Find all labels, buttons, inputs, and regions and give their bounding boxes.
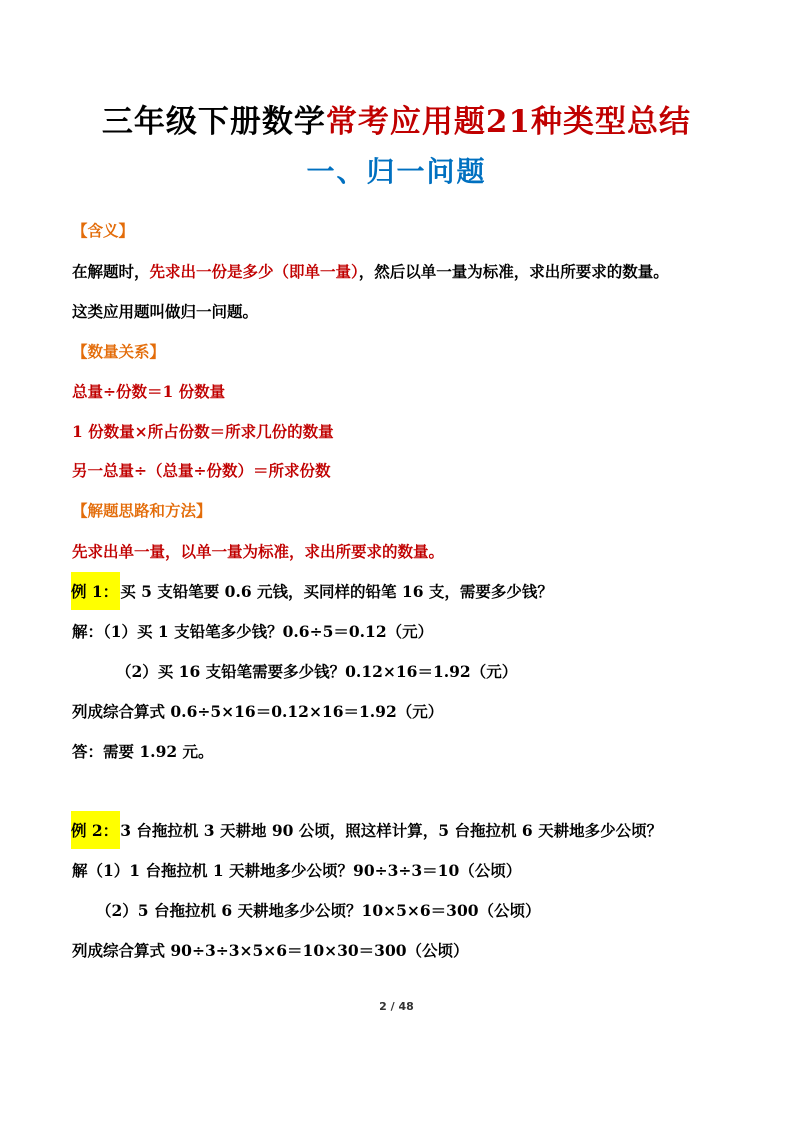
meaning-suffix: ，然后以单一量为标准，求出所要求的数量。 <box>358 262 669 281</box>
example-1-question <box>72 572 553 610</box>
relation-formula-2: 1 份数量×所占份数＝所求几份的数量 <box>72 422 334 441</box>
meaning-line-2: 这类应用题叫做归一问题。 <box>72 302 259 321</box>
relation-formula-3: 另一总量÷（总量÷份数）＝所求份数 <box>72 461 331 480</box>
example-2-solution-1: 解（1）1 台拖拉机 1 天耕地多少公顷？90÷3÷3＝10（公顷） <box>72 861 522 880</box>
section-title: 一、归一问题 <box>306 155 487 188</box>
meaning-prefix: 在解题时， <box>72 262 150 281</box>
meaning-highlight: 先求出一份是多少（即单一量） <box>149 262 359 281</box>
example-2-question-text: 3 台拖拉机 3 天耕地 90 公顷，照这样计算，5 台拖拉机 6 天耕地多少公顷？ <box>120 821 663 840</box>
example-2-combined: 列成综合算式 90÷3÷3×5×6＝10×30＝300（公顷） <box>72 941 469 960</box>
example-2-question <box>72 811 662 849</box>
relation-formula-1: 总量÷份数＝1 份数量 <box>72 382 226 401</box>
meaning-line-1 <box>72 260 669 282</box>
example-1-label: 例 1： <box>71 572 120 610</box>
page-number: 2 / 48 <box>379 1000 414 1013</box>
example-1-solution-1: 解：（1）买 1 支铅笔多少钱？0.6÷5＝0.12（元） <box>72 622 434 641</box>
method-text: 先求出单一量，以单一量为标准，求出所要求的数量。 <box>72 542 445 561</box>
title-black-part: 三年级下册数学 <box>101 104 326 140</box>
example-1-combined: 列成综合算式 0.6÷5×16＝0.12×16＝1.92（元） <box>72 702 444 721</box>
method-heading: 【解题思路和方法】 <box>72 501 212 520</box>
example-2-solution-2: （2）5 台拖拉机 6 天耕地多少公顷？10×5×6＝300（公顷） <box>96 901 541 920</box>
title-red-part: 常考应用题21种类型总结 <box>325 104 692 140</box>
example-2-label: 例 2： <box>71 811 120 849</box>
page-title <box>0 96 793 141</box>
example-1-question-text: 买 5 支铅笔要 0.6 元钱，买同样的铅笔 16 支，需要多少钱？ <box>120 582 553 601</box>
relations-heading: 【数量关系】 <box>72 342 166 361</box>
example-1-solution-2: （2）买 16 支铅笔需要多少钱？0.12×16＝1.92（元） <box>116 662 518 681</box>
example-1-answer: 答：需要 1.92 元。 <box>72 742 214 761</box>
meaning-heading: 【含义】 <box>72 221 135 240</box>
